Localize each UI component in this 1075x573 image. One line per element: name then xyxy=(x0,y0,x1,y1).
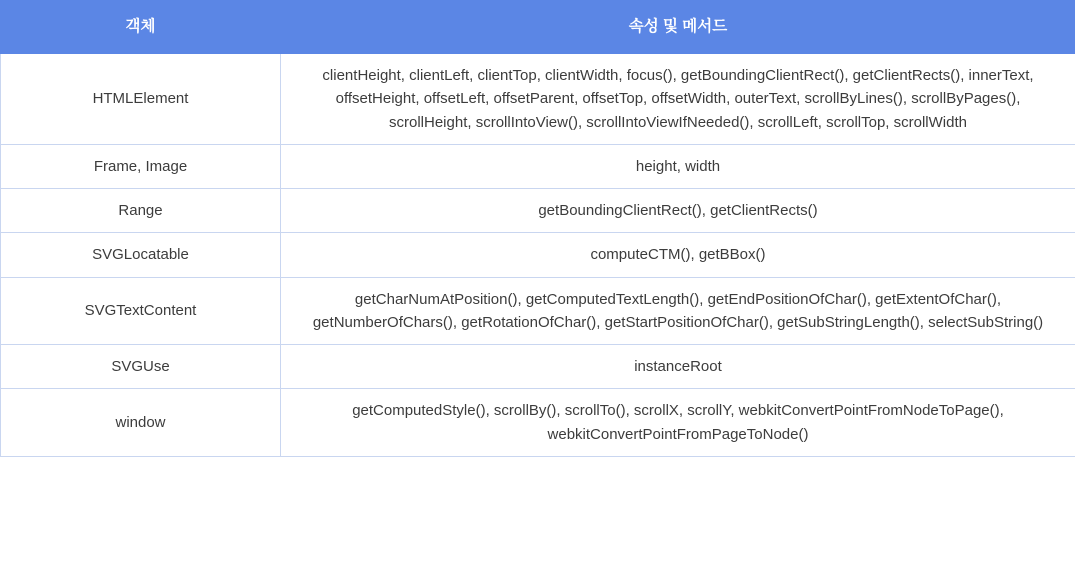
object-name: Range xyxy=(1,189,281,233)
table-row xyxy=(1,345,1075,389)
object-members: getComputedStyle(), scrollBy(), scrollTo(), scrollX, scrollY, webkitConvertPointFromNodeToPage(), webkitConvertPointFromPageToNode() xyxy=(281,389,1075,457)
table-body xyxy=(1,54,1075,457)
object-name: SVGLocatable xyxy=(1,233,281,277)
table-header xyxy=(1,1,1075,54)
table-row xyxy=(1,144,1075,188)
object-members: instanceRoot xyxy=(281,345,1075,389)
object-members: getCharNumAtPosition(), getComputedTextLength(), getEndPositionOfChar(), getExtentOfChar(), getNumberOfChars(), getRotationOfChar(), getStartPositionOfChar(), getSubStringLength(), selectSubString() xyxy=(281,277,1075,345)
object-name: Frame, Image xyxy=(1,144,281,188)
object-name: HTMLElement xyxy=(1,54,281,145)
object-members: clientHeight, clientLeft, clientTop, clientWidth, focus(), getBoundingClientRect(), getClientRects(), innerText, offsetHeight, offsetLeft, offsetParent, offsetTop, offsetWidth, outerText, scrollByLines(), scrollByPages(), scrollHeight, scrollIntoView(), scrollIntoViewIfNeeded(), scrollLeft, scrollTop, scrollWidth xyxy=(281,54,1075,145)
table-row xyxy=(1,233,1075,277)
object-name: SVGUse xyxy=(1,345,281,389)
object-name: window xyxy=(1,389,281,457)
object-members: height, width xyxy=(281,144,1075,188)
table-header-row xyxy=(1,1,1075,54)
table-row xyxy=(1,277,1075,345)
table-row xyxy=(1,54,1075,145)
object-name: SVGTextContent xyxy=(1,277,281,345)
column-header-object: 객체 xyxy=(1,1,281,54)
table-row xyxy=(1,189,1075,233)
object-members: computeCTM(), getBBox() xyxy=(281,233,1075,277)
object-members: getBoundingClientRect(), getClientRects() xyxy=(281,189,1075,233)
column-header-members: 속성 및 메서드 xyxy=(281,1,1075,54)
table-row xyxy=(1,389,1075,457)
